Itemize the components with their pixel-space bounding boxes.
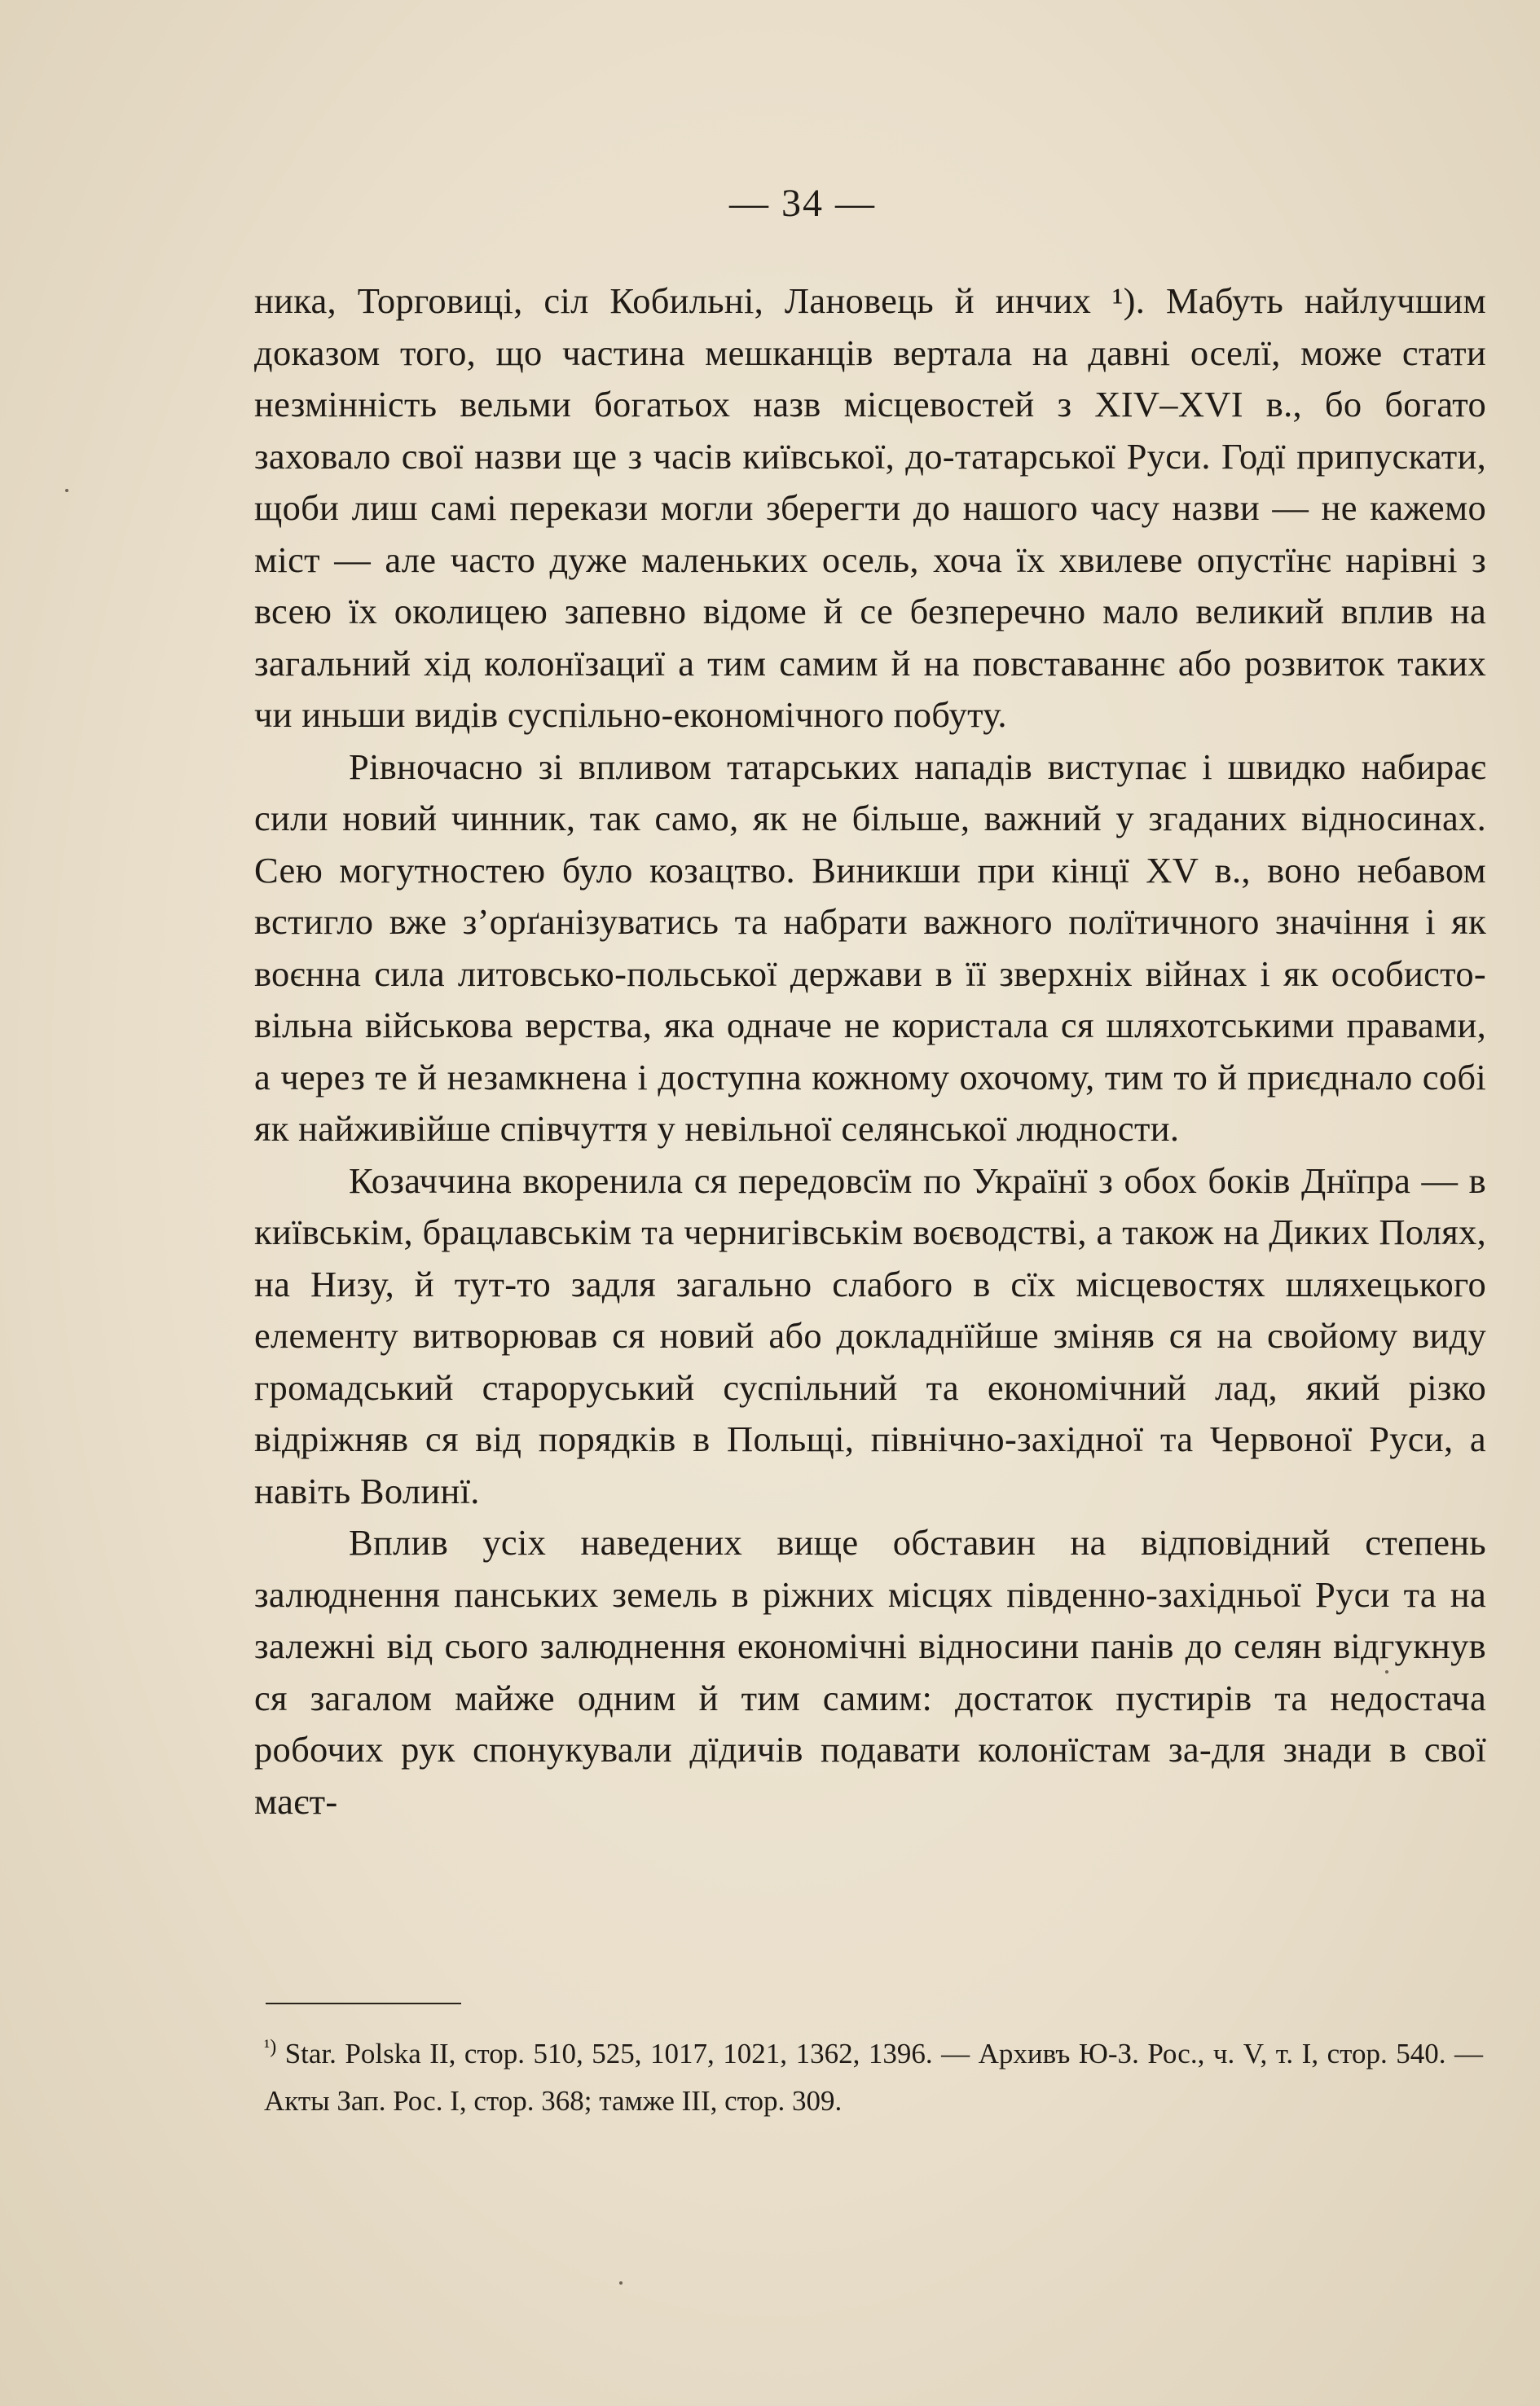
- paper-speck: [619, 2281, 623, 2285]
- body-text: [254, 275, 1486, 1828]
- paper-speck: [1385, 1670, 1388, 1674]
- footnote: [264, 2030, 1483, 2125]
- footnote-divider: [266, 2003, 461, 2004]
- page-number: — 34 —: [729, 182, 876, 225]
- paragraph: Рівночасно зі впливом татарських нападів виступає і швидко набирає сили новий чинник, так само, як не більше, важний у згаданих відносинах. Сею могутностею було козацтво. Виникши при кінцї XV в., воно небавом встигло вже з’орґанізуватись та набрати важного полїтичного значіння і як воєнна сила литовсько-польської держави в її зверхніх війнах і як особисто-вільна військова верства, яка одначе не користала ся шляхотськими правами, а через те й незамкнена і доступна кожному охочому, тим то й приєднало собі як найживійше співчуття у невільної селянської людности.: [254, 746, 1486, 1149]
- footnote-marker: ¹): [264, 2036, 277, 2058]
- paragraph: ника, Торговиці, сіл Кобильні, Лановець й инчих ¹). Мабуть найлучшим доказом того, що частина мешканців вертала на давні оселї, може стати незмінність вельми богатьох назв місцевостей з XIV–XVI в., бо богато заховало свої назви ще з часів київської, до-татарської Руси. Годї припускати, щоби лиш самі перекази могли зберегти до нашого часу назви — не кажемо міст — але часто дуже маленьких осель, хоча їх хвилеве опустїнє нарівні з всею їх околицею запевно відоме й се безперечно мало великий вплив на загальний хід колонїзациї а тим самим й на повставаннє або розвиток таких чи иньши видів суспільно-економічного побуту.: [254, 280, 1486, 735]
- paragraph: Козаччина вкоренила ся передовсїм по Українї з обох боків Днїпра — в київськім, брацлавськім та чернигівськім воєводстві, а також на Диких Полях, на Низу, й тут-то задля загально слабого в сїх місцевостях шляхецького елементу витворював ся новий або докладнїйше зміняв ся на свойому виду громадський староруський суспільний та економічний лад, який різко відріжняв ся від порядків в Польщі, північно-західної та Червоної Руси, а навіть Волинї.: [254, 1159, 1486, 1511]
- footnotes: [264, 2030, 1483, 2125]
- paragraph: Вплив усіх наведених вище обставин на відповідний степень залюднення панських земель в ріжних місцях південно-західньої Руси та на залежні від сього залюднення економічні відносини панів до селян відгукнув ся загалом майже одним й тим самим: достаток пустирів та недостача робочих рук спонукували дїдичів подавати колонїстам за-для знади в свої маєт-: [254, 1522, 1486, 1822]
- paper-speck: [65, 489, 68, 492]
- footnote-text: Star. Polska II, стор. 510, 525, 1017, 1021, 1362, 1396. — Архивъ Ю-З. Рос., ч. V, т. I, стор. 540. — Акты Зап. Рос. I, стор. 368; тамже III, стор. 309.: [264, 2038, 1484, 2117]
